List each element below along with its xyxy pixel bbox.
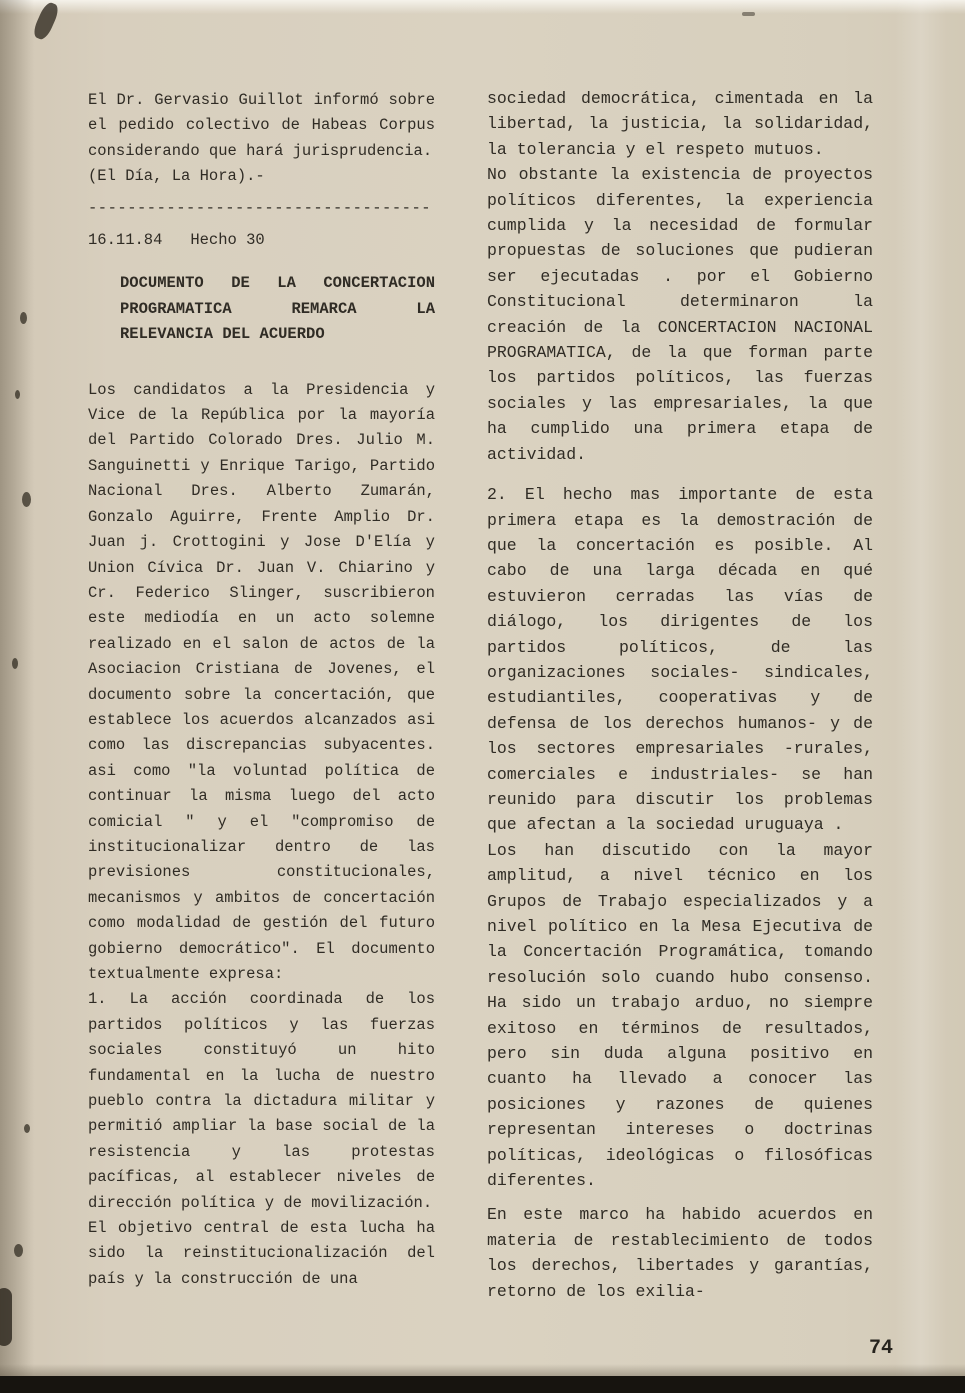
scan-artifact bbox=[12, 658, 18, 669]
left-column bbox=[88, 88, 435, 1292]
scan-artifact bbox=[15, 390, 20, 399]
scan-artifact bbox=[742, 12, 755, 16]
body-paragraph: No obstante la existencia de proyectos políticos diferentes, la experiencia cumplida y la necesidad de formular propuestas de soluciones que pudieran ser ejecutadas . por el Gobierno Constitucional determinaron la creación de la CONCERTACION NACIONAL PROGRAMATICA, de la que forman parte los partidos políticos, las fuerzas sociales y las empresariales, la que ha cumplido una primera etapa de actividad. bbox=[487, 165, 873, 464]
news-item-text: El Dr. Gervasio Guillot informó sobre el pedido colectivo de Habeas Corpus considerando que hará jurisprudencia. bbox=[88, 91, 435, 160]
body-paragraph: sociedad democrática, cimentada en la libertad, la justicia, la solidaridad, la tolerancia y el respeto mutuos. bbox=[487, 89, 873, 159]
scan-artifact bbox=[22, 492, 31, 507]
scan-bottom-shadow bbox=[0, 1364, 965, 1376]
body-paragraph: 1. La acción coordinada de los partidos políticos y las fuerzas sociales constituyó un hito fundamental en la lucha de nuestro pueblo contra la dictadura militar y permitió ampliar la base social de la resistencia y las protestas pacíficas, al establecer niveles de dirección política y de movilización. bbox=[88, 990, 435, 1212]
scan-edge-bottom bbox=[0, 1376, 965, 1393]
body-paragraph: Los candidatos a la Presidencia y Vice de la República por la mayoría del Partido Colorado Dres. Julio M. Sanguinetti y Enrique Tarigo, Partido Nacional Dres. Alberto Zumarán, Gonzalo Aguirre, Frente Amplio Dr. Juan j. Crottogini y Jose D'Elía y Union Cívica Dr. Juan V. Chiarino y Cr. Federico Slinger, suscribieron este mediodía en un acto solemne realizado en el salon de actos de la Asociacion Cristiana de Jovenes, el documento sobre la concertación, que establece los acuerdos alcanzados asi como las discrepancias subyacentes. asi como "la voluntad política de continuar la misma luego del acto comicial " y el "compromiso de institucionalizar dentro de las previsiones constitucionales, mecanismos y ambitos de concertación como modalidad de gestión del futuro gobierno democrático". El documento textualmente expresa: bbox=[88, 380, 435, 983]
scan-light-streak bbox=[895, 0, 947, 1393]
right-column bbox=[487, 86, 873, 1304]
body-paragraph: En este marco ha habido acuerdos en materia de restablecimiento de todos los derechos, libertades y garantías, retorno de los exilia- bbox=[487, 1205, 873, 1301]
scan-artifact bbox=[14, 1244, 23, 1257]
scan-artifact bbox=[24, 1124, 30, 1133]
body-paragraph: Los han discutido con la mayor amplitud, a nivel técnico en los Grupos de Trabajo especializados y a nivel político en la Mesa Ejecutiva de la Concertación Programática, tomando resolución solo cuando hubo consenso. Ha sido un trabajo arduo, no siempre exitoso en términos de resultados, pero sin duda alguna positivo en cuanto ha llevado a conocer las posiciones y razones de quienes representan intereses o doctrinas políticas, ideológicas o filosóficas diferentes. bbox=[487, 840, 873, 1191]
body-paragraph: El objetivo central de esta lucha ha sido la reinstitucionalización del país y la construcción de una bbox=[88, 1219, 435, 1288]
page-number: 74 bbox=[869, 1337, 894, 1360]
scan-binding-shadow bbox=[0, 0, 34, 1393]
news-item-source: (El Día, La Hora).- bbox=[88, 167, 265, 186]
date-and-item-number: 16.11.84 Hecho 30 bbox=[88, 231, 265, 250]
body-paragraph: 2. El hecho mas importante de esta primera etapa es la demostración de que la concertación es posible. Al cabo de una larga década en qué estuvieron cerradas las vías de diálogo, los dirigentes de los partidos políticos, de las organizaciones sociales- sindicales, estudiantiles, cooperativas y de defensa de los derechos humanos- y de los sectores empresariales -rurales, comerciales e industriales- se han reunido para discutir los problemas que afectan a la sociedad uruguaya . bbox=[487, 485, 873, 835]
document-title: DOCUMENTO DE LA CONCERTACION PROGRAMATICA REMARCA LA RELEVANCIA DEL ACUERDO bbox=[120, 274, 435, 344]
scan-artifact bbox=[0, 1288, 12, 1346]
scan-edge-top bbox=[0, 0, 965, 14]
section-divider: ----------------------------------- bbox=[88, 198, 432, 217]
scan-artifact bbox=[20, 312, 27, 324]
